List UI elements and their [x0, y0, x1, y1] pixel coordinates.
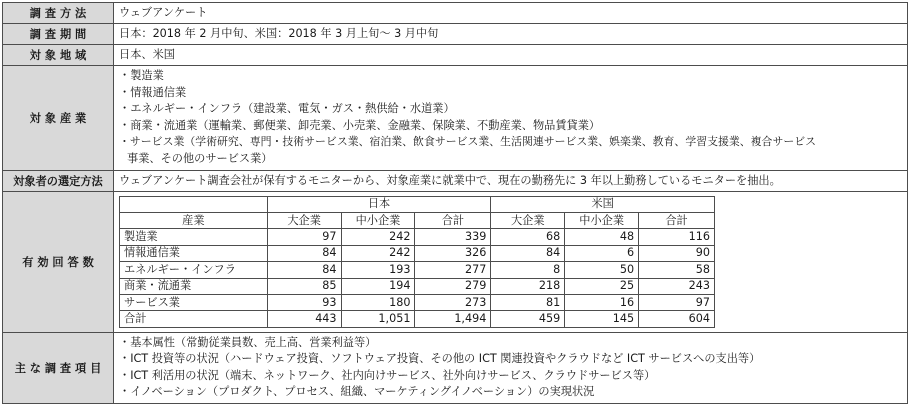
count-cell: 273 [415, 294, 491, 310]
industry-name-cell: 商業・流通業 [120, 278, 268, 294]
survey-overview-table [2, 2, 908, 404]
count-cell: 326 [415, 245, 491, 261]
count-cell: 50 [565, 262, 639, 278]
count-cell: 443 [267, 311, 341, 327]
industry-name-cell: 情報通信業 [120, 245, 268, 261]
country-header-us: 米国 [491, 196, 715, 212]
count-cell: 180 [341, 294, 415, 310]
value-responses [114, 191, 908, 332]
row-region [3, 45, 908, 66]
row-period [3, 24, 908, 45]
count-cell: 93 [267, 294, 341, 310]
count-cell: 25 [565, 278, 639, 294]
value-period: 日本：2018 年 2 月中旬、米国：2018 年 3 月上旬〜 3 月中旬 [114, 24, 908, 45]
count-cell: 279 [415, 278, 491, 294]
label-period: 調 査 期 間 [3, 24, 114, 45]
survey-item: ・ICT 投資等の状況（ハードウェア投資、ソフトウェア投資、その他の ICT 関連投資やクラウドなど ICT サービスへの支出等） [119, 352, 761, 366]
industry-name-cell: 製造業 [120, 229, 268, 245]
row-industry [3, 66, 908, 171]
column-header: 大企業 [491, 212, 565, 228]
count-cell: 97 [639, 294, 715, 310]
column-header: 中小企業 [565, 212, 639, 228]
column-header: 中小企業 [341, 212, 415, 228]
empty-corner-cell [120, 196, 268, 212]
responses-table [119, 196, 715, 328]
label-method: 調 査 方 法 [3, 3, 114, 24]
column-header-row [120, 212, 715, 228]
value-industry [114, 66, 908, 171]
count-cell: 277 [415, 262, 491, 278]
survey-item: ・ICT 利活用の状況（端末、ネットワーク、社内向けサービス、社外向けサービス、クラウドサービス等） [119, 368, 656, 382]
industry-name-cell: サービス業 [120, 294, 268, 310]
count-cell: 48 [565, 229, 639, 245]
count-cell: 604 [639, 311, 715, 327]
count-cell: 85 [267, 278, 341, 294]
industry-item-continuation: 事業、その他のサービス業） [127, 151, 273, 165]
count-cell: 8 [491, 262, 565, 278]
industry-item: ・製造業 [119, 69, 164, 82]
table-row [120, 245, 715, 261]
count-cell: 1,494 [415, 311, 491, 327]
industry-item: ・情報通信業 [119, 85, 187, 99]
column-header: 産業 [120, 212, 268, 228]
count-cell: 90 [639, 245, 715, 261]
count-cell: 243 [639, 278, 715, 294]
label-industry: 対 象 産 業 [3, 66, 114, 171]
label-responses: 有 効 回 答 数 [3, 191, 114, 332]
industry-item: ・商業・流通業（運輸業、郵便業、卸売業、小売業、金融業、保険業、不動産業、物品賃貸業） [119, 118, 601, 132]
count-cell: 81 [491, 294, 565, 310]
row-method [3, 3, 908, 24]
count-cell: 68 [491, 229, 565, 245]
count-cell: 242 [341, 229, 415, 245]
table-row [120, 278, 715, 294]
label-selection: 対象者の選定方法 [3, 170, 114, 191]
count-cell: 145 [565, 311, 639, 327]
country-header-japan: 日本 [267, 196, 491, 212]
row-responses [3, 191, 908, 332]
count-cell: 193 [341, 262, 415, 278]
count-cell: 97 [267, 229, 341, 245]
value-method: ウェブアンケート [114, 3, 908, 24]
column-header: 合計 [639, 212, 715, 228]
value-region: 日本、米国 [114, 45, 908, 66]
count-cell: 459 [491, 311, 565, 327]
row-selection [3, 170, 908, 191]
count-cell: 242 [341, 245, 415, 261]
industry-item: ・エネルギー・インフラ（建設業、電気・ガス・熱供給・水道業） [119, 102, 455, 116]
survey-item: ・基本属性（常勤従業員数、売上高、営業利益等） [119, 335, 377, 349]
table-row [120, 311, 715, 327]
count-cell: 84 [491, 245, 565, 261]
industry-item: ・サービス業（学術研究、専門・技術サービス業、宿泊業、飲食サービス業、生活関連サービス業、娯楽業、教育、学習支援業、複合サービス [119, 135, 817, 149]
row-items [3, 332, 908, 403]
value-selection: ウェブアンケート調査会社が保有するモニターから、対象産業に就業中で、現在の勤務先に 3 年以上勤務しているモニターを抽出。 [114, 170, 908, 191]
value-items [114, 332, 908, 403]
count-cell: 84 [267, 245, 341, 261]
count-cell: 194 [341, 278, 415, 294]
column-header: 大企業 [267, 212, 341, 228]
count-cell: 339 [415, 229, 491, 245]
count-cell: 58 [639, 262, 715, 278]
survey-table [2, 2, 908, 404]
count-cell: 16 [565, 294, 639, 310]
label-items: 主 な 調 査 項 目 [3, 332, 114, 403]
country-header-row [120, 196, 715, 212]
count-cell: 1,051 [341, 311, 415, 327]
count-cell: 218 [491, 278, 565, 294]
industry-name-cell: エネルギー・インフラ [120, 262, 268, 278]
count-cell: 116 [639, 229, 715, 245]
column-header: 合計 [415, 212, 491, 228]
table-row [120, 294, 715, 310]
table-row [120, 229, 715, 245]
industry-name-cell: 合計 [120, 311, 268, 327]
count-cell: 84 [267, 262, 341, 278]
table-row [120, 262, 715, 278]
count-cell: 6 [565, 245, 639, 261]
survey-item: ・イノベーション（プロダクト、プロセス、組織、マーケティングイノベーション）の実現状況 [119, 385, 595, 399]
label-region: 対 象 地 域 [3, 45, 114, 66]
